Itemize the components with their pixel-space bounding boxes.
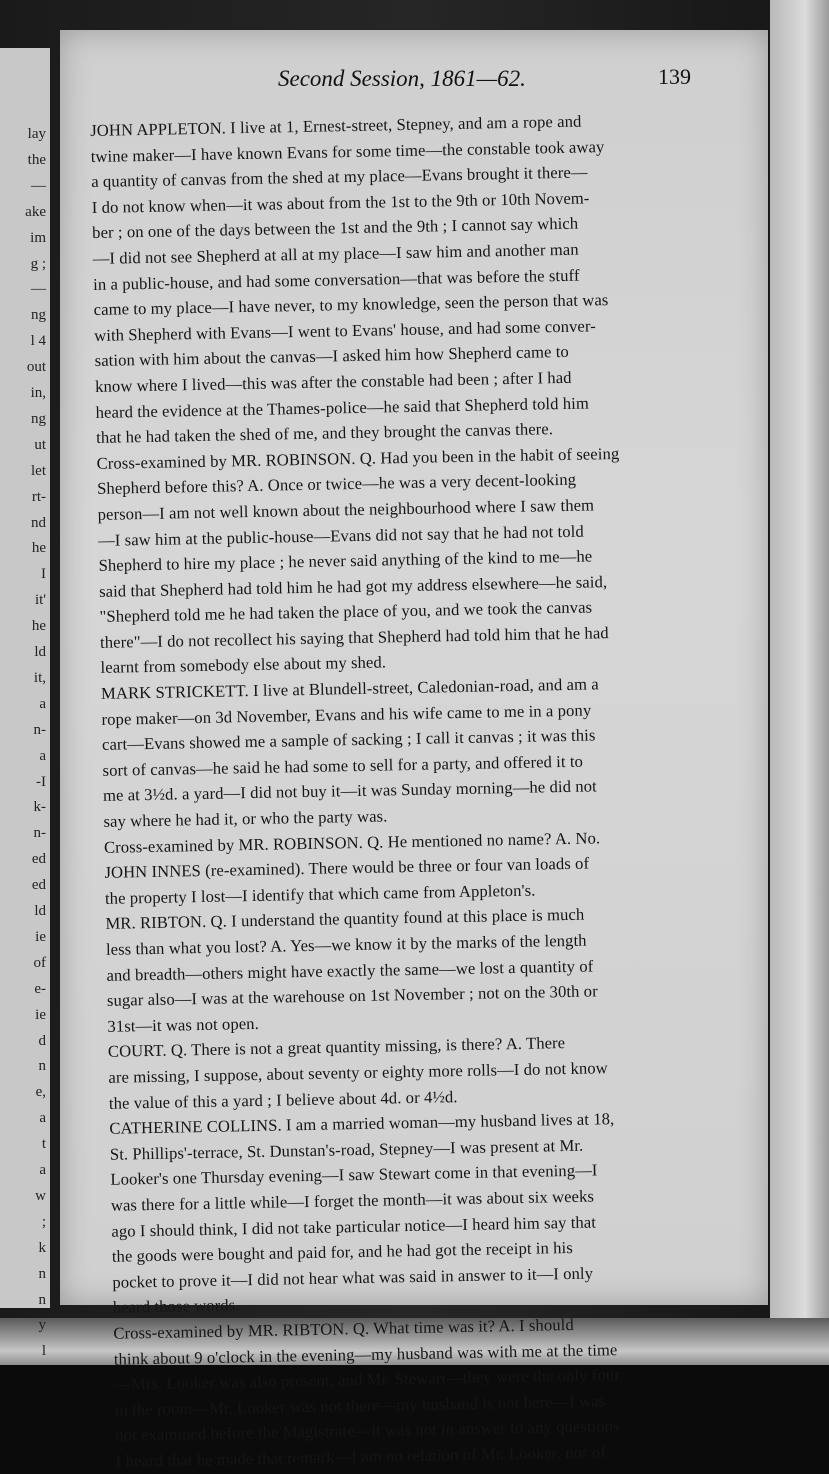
left-page-fragment: a [39,1162,46,1178]
left-page-fragment: im [30,229,46,246]
text-line: was there for a little while—I forget the month—it was about six weeks [110,1186,595,1215]
left-page-fragment: I [41,566,46,583]
text-line: COURT. Q. There is not a great quantity missing, is there? A. There [107,1033,566,1062]
text-line: ber ; on one of the days between the 1st and the 9th ; I cannot say which [92,214,579,243]
text-line: know where I lived—this was after the constable had been ; after I had [94,367,572,396]
text-line: heard those words. [112,1295,240,1318]
text-line: 31st—it was not open. [107,1013,260,1036]
left-page-fragment: e, [35,1084,46,1101]
left-page-fragment: he [31,618,46,635]
page-number: 139 [658,64,691,89]
text-line: and breadth—others might have exactly the same—we lost a quantity of [106,956,594,985]
text-line: me at 3½d. a yard—I did not buy it—it was Sunday morning—he did not [102,776,597,806]
text-line: —I did not see Shepherd at all at my place—I saw him and another man [92,239,579,268]
text-line: Cross-examined by MR. ROBINSON. Q. He mentioned no name? A. No. [103,827,601,857]
text-line: ago I should think, I did not take particular notice—I heard him say that [111,1212,597,1241]
left-page-fragment: n [38,1058,46,1075]
left-page-fragment: n [38,1291,46,1308]
text-line: JOHN APPLETON. I live at 1, Ernest-street, Stepney, and am a rope and [90,111,582,140]
text-line: Shepherd to hire my place ; he never said anything of the kind to me—he [98,546,593,576]
left-page-fragment: a [39,695,46,712]
text-line: sort of canvas—he said he had some to sell for a party, and offered it to [102,751,584,780]
left-page-fragment: ut [34,436,46,453]
text-line: Cross-examined by MR. ROBINSON. Q. Had you been in the habit of seeing [96,443,620,473]
left-page-fragment: ; [41,1213,46,1230]
page-header [60,62,768,102]
text-line: think about 9 o'clock in the evening—my husband was with me at the time [113,1339,618,1369]
text-line: I heard that he made that remark—I am no relation of Mr. Looker, nor of [115,1442,607,1471]
left-page-fragment: the [27,151,46,168]
text-line: a quantity of canvas from the shed at my place—Evans brought it there— [91,162,588,192]
text-line: are missing, I suppose, about seventy or eighty more rolls—I do not know [108,1058,608,1087]
left-page-fragment: d [38,1032,46,1049]
left-page-fragment: a [39,1110,46,1127]
left-page-fragment: n- [33,721,46,738]
text-line: sugar also—I was at the warehouse on 1st November ; not on the 30th or [106,981,598,1011]
left-page-fragment: it' [34,592,46,609]
left-page-fragment: — [31,281,46,298]
text-line: there"—I do not recollect his saying that Shepherd had told him that he had [99,623,609,652]
left-page-fragment: in, [30,385,46,401]
left-page-fragment: n- [33,825,46,842]
text-line: twine maker—I have known Evans for some time—the constable took away [90,136,605,166]
left-page-fragment: t [41,1136,46,1153]
left-page-fragment: ie [35,1006,46,1023]
left-page-fragment: a [39,747,46,764]
text-line: with Shepherd with Evans—I went to Evans' house, and had some conver- [93,316,596,345]
left-page-fragment: rt- [31,488,46,505]
left-page-fragment: nd [31,514,46,531]
text-line: I do not know when—it was about from the 1st to the 9th or 10th Novem- [91,188,590,217]
left-page-fragment: ng [31,307,46,324]
text-line: the goods were bought and paid for, and he had got the receipt in his [111,1238,574,1266]
text-line: in the room—Mr. Looker was not there—my husband is not here—I was [114,1391,606,1420]
left-page-fragment: w [35,1187,46,1204]
document-page [60,30,768,1471]
text-line: "Shepherd told me he had taken the place of you, and we took the canvas [99,597,593,627]
text-line: said that Shepherd had told him he had got my address elsewhere—he said, [98,571,608,601]
left-page-fragment: ld [34,644,46,660]
text-line: MR. RIBTON. Q. I understand the quantity found at this place is much [105,905,585,934]
text-line: say where he had it, or who the party was. [103,806,388,831]
left-page-fragment: he [31,540,46,557]
left-page-fragment: lay [27,126,46,142]
text-line: —I saw him at the public-house—Evans did not say that he had not told [97,521,584,550]
text-line: Looker's one Thursday evening—I saw Stewart come in that evening—I [110,1160,598,1190]
text-line: less than what you lost? A. Yes—we know it by the marks of the length [105,930,587,959]
text-line: sation with him about the canvas—I asked him how Shepherd came to [94,342,570,371]
text-line: learnt from somebody else about my shed. [100,652,387,678]
text-line: Shepherd before this? A. Once or twice—he was a very decent-looking [96,470,577,499]
running-title: Second Session, 1861—62. [278,66,526,91]
text-line: in a public-house, and had some conversation—that was before the stuff [93,265,580,294]
text-line: pocket to prove it—I did not hear what was said in answer to it—I only [112,1263,594,1292]
left-page-fragment: out [26,359,46,376]
left-page-fragment: e- [34,980,46,997]
left-page-fragment: — [31,177,46,194]
text-line: MARK STRICKETT. I live at Blundell-street, Caledonian-road, and am a [100,674,599,703]
left-page-fragment: ake [25,203,46,220]
left-facing-page [0,48,50,1360]
left-page-fragment: ie [35,928,46,945]
text-line: heard the evidence at the Thames-police—he said that Shepherd told him [95,393,590,422]
left-page-fragment: of [33,954,46,971]
left-page-fragment: k- [33,799,46,816]
text-line: not examined before the Magistrate—it was not in answer to any questions [115,1416,620,1446]
text-line: the property I lost—I identify that which came from Appleton's. [104,880,536,908]
left-page-fragment: l [41,1343,46,1360]
text-line: rope maker—on 3d November, Evans and his wife came to me in a pony [101,700,592,729]
right-margin-edge [770,0,829,1365]
text-line: the value of this a yard ; I believe about 4d. or 4½d. [108,1086,458,1113]
left-page-fragment: k [38,1239,46,1256]
left-page-fragment: n [38,1265,46,1282]
text-line: JOHN INNES (re-examined). There would be three or four van loads of [104,853,590,883]
left-page-fragment: -I [36,773,46,790]
left-page-fragment: ld [34,903,46,919]
page-body-text [90,106,756,1474]
text-line: came to my place—I have never, to my knowledge, seen the person that was [93,290,609,320]
left-page-fragment: ed [31,851,46,868]
left-page-fragment: ed [31,877,46,894]
text-line: CATHERINE COLLINS. I am a married woman—my husband lives at 18, [109,1109,615,1138]
text-line: Cross-examined by MR. RIBTON. Q. What time was it? A. I should [113,1314,574,1343]
left-page-fragment: g ; [30,255,46,272]
left-page-fragment: l 4 [30,333,46,350]
left-page-fragment: it, [33,669,46,686]
text-line: person—I am not well known about the neighbourhood where I saw them [97,495,595,524]
left-page-fragment: let [31,462,46,479]
text-line: St. Phillips'-terrace, St. Dunstan's-road, Stepney—I was present at Mr. [109,1135,584,1164]
left-page-fragment: ng [31,410,46,427]
left-page-fragment: y [38,1317,46,1334]
text-line: —Mrs. Looker was also present, and Mr. Stewart—they were the only four [114,1365,621,1394]
text-line: that he had taken the shed of me, and they brought the canvas there. [95,419,554,448]
text-line: cart—Evans showed me a sample of sacking ; I call it canvas ; it was this [101,725,596,755]
